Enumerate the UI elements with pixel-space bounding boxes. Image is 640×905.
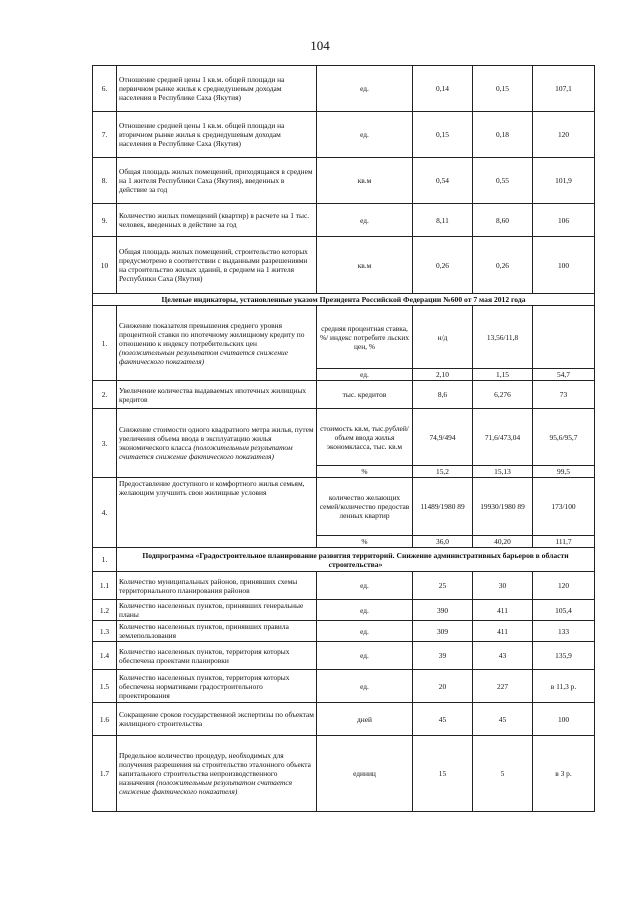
- table-row: [93, 572, 595, 600]
- table-row: [93, 409, 595, 466]
- value-cell: 74,9/494: [413, 409, 473, 466]
- value-cell: 0,26: [413, 237, 473, 294]
- row-number: 9.: [93, 204, 117, 237]
- indicator-name: Общая площадь жилых помещений, строительство которых предусмотрено в соответствии с выданными разрешениями на строительство жилых зданий, в среднем на 1 жителя Республики Саха (Якутия): [117, 237, 317, 294]
- value-cell: 11489/1980 89: [413, 478, 473, 536]
- indicator-name: Отношение средней цены 1 кв.м. общей площади на вторичном рынке жилья к среднедушевым доходам населения в Республике Саха (Якутия): [117, 112, 317, 158]
- indicator-name: Сокращение сроков государственной экспертизы по объектам жилищного строительства: [117, 703, 317, 736]
- value-cell: 0,15: [473, 66, 533, 112]
- table-row: [93, 66, 595, 112]
- row-number: 1.1: [93, 572, 117, 600]
- percent-cell: 120: [533, 572, 595, 600]
- indicator-note: (положительным результатом считается снижение фактического показателя): [119, 443, 293, 461]
- table-row: [93, 158, 595, 204]
- table-row: [93, 642, 595, 670]
- row-number: 1.5: [93, 670, 117, 703]
- table-row: [93, 670, 595, 703]
- row-number: 8.: [93, 158, 117, 204]
- table-row: [93, 621, 595, 642]
- value-cell: 8,60: [473, 204, 533, 237]
- unit-cell: средняя процентная ставка, %/ индекс потребите льских цен, %: [317, 306, 413, 369]
- row-number: 1.4: [93, 642, 117, 670]
- row-number: 1.6: [93, 703, 117, 736]
- row-number: 1.: [93, 306, 117, 381]
- value-cell: 309: [413, 621, 473, 642]
- percent-cell: 95,6/95,7: [533, 409, 595, 466]
- indicator-name: Количество населенных пунктов, принявших генеральные планы: [117, 600, 317, 621]
- percent-cell: 105,4: [533, 600, 595, 621]
- value-cell: н/д: [413, 306, 473, 369]
- unit-cell: ед.: [317, 204, 413, 237]
- unit-cell: кв.м: [317, 237, 413, 294]
- value-cell: 411: [473, 621, 533, 642]
- indicator-note: (положительным результатом считается снижение фактического показателя): [119, 347, 288, 366]
- row-number: 6.: [93, 66, 117, 112]
- table-row: [93, 306, 595, 369]
- unit-cell: ед.: [317, 572, 413, 600]
- indicator-note: (положительным результатом считается снижение фактического показателя): [119, 778, 293, 796]
- percent-cell: в 3 р.: [533, 736, 595, 812]
- row-number: 1.2: [93, 600, 117, 621]
- indicator-name: Количество населенных пунктов, территория которых обеспечена проектами планировки: [117, 642, 317, 670]
- value-cell: 25: [413, 572, 473, 600]
- value-cell: 13,56/11,8: [473, 306, 533, 369]
- unit-cell: тыс. кредитов: [317, 381, 413, 409]
- indicator-name: Количество населенных пунктов, принявших правила землепользования: [117, 621, 317, 642]
- table-row: [93, 736, 595, 812]
- value-cell: 0,18: [473, 112, 533, 158]
- percent-cell: в 11,3 р.: [533, 670, 595, 703]
- percent-cell: 111,7: [533, 536, 595, 548]
- row-number: 2.: [93, 381, 117, 409]
- percent-cell: 107,1: [533, 66, 595, 112]
- unit-cell: стоимость кв.м, тыс.рублей/объем ввода жилья экономкласса, тыс. кв.м: [317, 409, 413, 466]
- unit-cell: единиц: [317, 736, 413, 812]
- value-cell: 0,26: [473, 237, 533, 294]
- percent-cell: 133: [533, 621, 595, 642]
- value-cell: 8,11: [413, 204, 473, 237]
- unit-cell: кв.м: [317, 158, 413, 204]
- row-number: 1.3: [93, 621, 117, 642]
- value-cell: 8,6: [413, 381, 473, 409]
- unit-cell: дней: [317, 703, 413, 736]
- value-cell: 30: [473, 572, 533, 600]
- percent-cell: 106: [533, 204, 595, 237]
- value-cell: 15,13: [473, 466, 533, 478]
- value-cell: 6,276: [473, 381, 533, 409]
- value-cell: 1,15: [473, 369, 533, 381]
- value-cell: 71,6/473,04: [473, 409, 533, 466]
- indicator-name: Количество муниципальных районов, принявших схемы территориального планирования районов: [117, 572, 317, 600]
- indicator-name: Снижение стоимости одного квадратного метра жилья, путем увеличения объема ввода в эксплуатацию жилья экономического класса (положительным результатом считается снижение фактического показателя): [117, 409, 317, 478]
- section-header-row: [93, 294, 595, 306]
- percent-cell: 173/100: [533, 478, 595, 536]
- value-cell: 39: [413, 642, 473, 670]
- value-cell: 5: [473, 736, 533, 812]
- indicator-name: Отношение средней цены 1 кв.м. общей площади на первичном рынке жилья к среднедушевым доходам населения в Республике Саха (Якутия): [117, 66, 317, 112]
- percent-cell: [533, 306, 595, 369]
- subprogram-number: 1.: [93, 548, 117, 572]
- row-number: 10: [93, 237, 117, 294]
- value-cell: 19930/1980 89: [473, 478, 533, 536]
- value-cell: 0,55: [473, 158, 533, 204]
- unit-cell: количество желающих семей/количество предостав ленных квартир: [317, 478, 413, 536]
- indicator-name: Количество населенных пунктов, территория которых обеспечена нормативами градостроительного проектирования: [117, 670, 317, 703]
- indicator-name: Количество жилых помещений (квартир) в расчете на 1 тыс. человек, введенных в действие за год: [117, 204, 317, 237]
- percent-cell: 135,9: [533, 642, 595, 670]
- percent-cell: 100: [533, 703, 595, 736]
- value-cell: 15: [413, 736, 473, 812]
- value-cell: 43: [473, 642, 533, 670]
- value-cell: 45: [413, 703, 473, 736]
- value-cell: 0,54: [413, 158, 473, 204]
- table-row: [93, 703, 595, 736]
- table-row: [93, 237, 595, 294]
- table-row: [93, 204, 595, 237]
- unit-cell: ед.: [317, 112, 413, 158]
- subprogram-title: Подпрограмма «Градостроительное планирование развития территорий. Снижение административных барьеров в области строительства»: [117, 548, 595, 572]
- row-number: 3.: [93, 409, 117, 478]
- table-row: [93, 478, 595, 536]
- table-row: [93, 600, 595, 621]
- unit-cell: ед.: [317, 670, 413, 703]
- unit-cell: %: [317, 466, 413, 478]
- value-cell: 15,2: [413, 466, 473, 478]
- value-cell: 411: [473, 600, 533, 621]
- indicator-name: Предоставление доступного и комфортного жилья семьям, желающим улучшить свои жилищные условия: [117, 478, 317, 548]
- unit-cell: ед.: [317, 369, 413, 381]
- indicators-table: [92, 65, 595, 812]
- value-cell: 227: [473, 670, 533, 703]
- percent-cell: 54,7: [533, 369, 595, 381]
- subprogram-header-row: [93, 548, 595, 572]
- table-row: [93, 381, 595, 409]
- indicator-name: Увеличение количества выдаваемых ипотечных жилищных кредитов: [117, 381, 317, 409]
- page-number: 104: [310, 38, 330, 53]
- section-header: Целевые индикаторы, установленные указом Президента Российской Федерации №600 от 7 мая 2012 года: [93, 294, 595, 306]
- value-cell: 36,0: [413, 536, 473, 548]
- value-cell: 20: [413, 670, 473, 703]
- value-cell: 2,10: [413, 369, 473, 381]
- unit-cell: ед.: [317, 621, 413, 642]
- percent-cell: 73: [533, 381, 595, 409]
- unit-cell: ед.: [317, 642, 413, 670]
- value-cell: 40,20: [473, 536, 533, 548]
- percent-cell: 99,5: [533, 466, 595, 478]
- unit-cell: ед.: [317, 66, 413, 112]
- row-number: 4.: [93, 478, 117, 548]
- indicator-name: Снижение показателя превышения среднего уровня процентной ставки по ипотечному жилищному кредиту по отношению к индексу потребительских цен (положительным результатом считается снижение фактического показателя): [117, 306, 317, 381]
- unit-cell: %: [317, 536, 413, 548]
- percent-cell: 101,9: [533, 158, 595, 204]
- indicator-name: Предельное количество процедур, необходимых для получения разрешения на строительство эталонного объекта капитального строительства непроизводственного назначения (положительным результатом считается снижение фактического показателя): [117, 736, 317, 812]
- unit-cell: ед.: [317, 600, 413, 621]
- row-number: 1.7: [93, 736, 117, 812]
- percent-cell: 120: [533, 112, 595, 158]
- table-row: [93, 112, 595, 158]
- row-number: 7.: [93, 112, 117, 158]
- value-cell: 390: [413, 600, 473, 621]
- value-cell: 0,15: [413, 112, 473, 158]
- percent-cell: 100: [533, 237, 595, 294]
- value-cell: 0,14: [413, 66, 473, 112]
- indicator-name: Общая площадь жилых помещений, приходящаяся в среднем на 1 жителя Республики Саха (Якутия), введенных в действие за год: [117, 158, 317, 204]
- value-cell: 45: [473, 703, 533, 736]
